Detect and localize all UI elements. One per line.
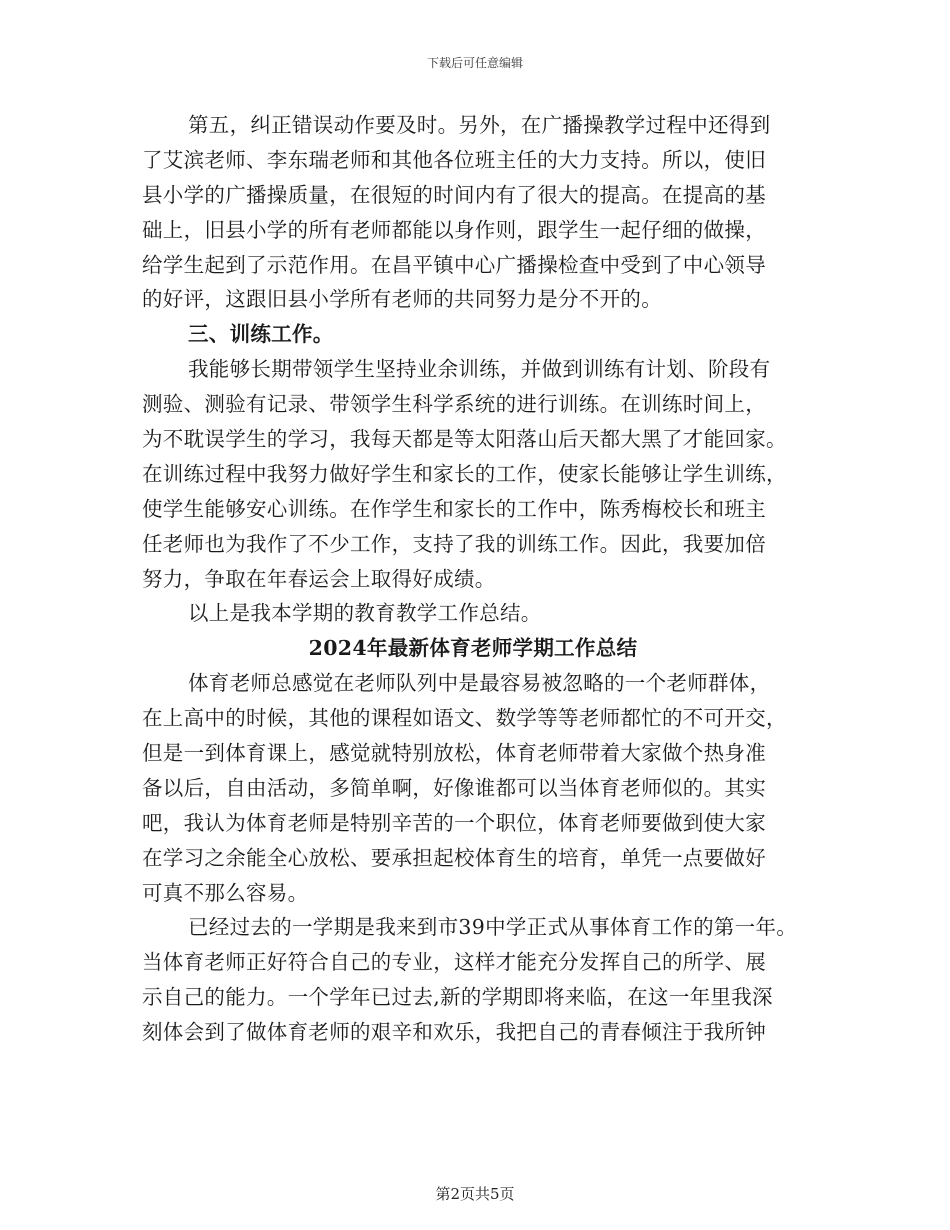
body-line: 在上高中的时候，其他的课程如语文、数学等等老师都忙的不可开交， (142, 706, 787, 731)
document-body (142, 108, 822, 1050)
body-line: 备以后，自由活动，多简单啊，好像谁都可以当体育老师似的。其实 (142, 775, 766, 800)
body-line: 刻体会到了做体育老师的艰辛和欢乐，我把自己的青春倾注于我所钟 (142, 1020, 766, 1045)
document-title: 2024年最新体育老师学期工作总结 (308, 636, 638, 661)
body-line: 给学生起到了示范作用。在昌平镇中心广播操检查中受到了中心领导 (142, 252, 766, 277)
body-line: 的好评，这跟旧县小学所有老师的共同努力是分不开的。 (142, 287, 662, 312)
body-line: 第五，纠正错误动作要及时。另外，在广播操教学过程中还得到 (188, 113, 771, 137)
body-line: 在学习之余能全心放松、要承担起校体育生的培育，单凭一点要做好 (142, 845, 766, 870)
page-number-footer: 第2页共5页 (435, 1185, 515, 1203)
section-heading: 三、训练工作。 (188, 322, 334, 347)
body-line: 使学生能够安心训练。在作学生和家长的工作中，陈秀梅校长和班主 (142, 496, 766, 521)
body-line: 体育老师总感觉在老师队列中是最容易被忽略的一个老师群体， (188, 671, 771, 696)
body-line: 测验、测验有记录、带领学生科学系统的进行训练。在训练时间上， (142, 392, 766, 417)
body-line: 已经过去的一学期是我来到市39中学正式从事体育工作的第一年。 (188, 915, 798, 940)
page-header: 下载后可任意编辑 (426, 56, 523, 70)
body-line: 可真不那么容易。 (142, 880, 309, 905)
body-line: 以上是我本学期的教育教学工作总结。 (188, 601, 542, 626)
body-line: 任老师也为我作了不少工作，支持了我的训练工作。因此，我要加倍 (142, 531, 766, 556)
body-line: 吧，我认为体育老师是特别辛苦的一个职位，体育老师要做到使大家 (142, 810, 766, 835)
body-line: 础上，旧县小学的所有老师都能以身作则，跟学生一起仔细的做操， (142, 217, 766, 242)
body-line: 为不耽误学生的学习，我每天都是等太阳落山后天都大黑了才能回家。 (142, 427, 787, 452)
body-line: 示自己的能力。一个学年已过去,新的学期即将来临，在这一年里我深 (142, 985, 773, 1010)
body-line: 我能够长期带领学生坚持业余训练，并做到训练有计划、阶段有 (188, 357, 771, 382)
body-line: 但是一到体育课上，感觉就特别放松，体育老师带着大家做个热身准 (142, 741, 766, 766)
body-line: 县小学的广播操质量，在很短的时间内有了很大的提高。在提高的基 (142, 182, 766, 207)
body-line: 在训练过程中我努力做好学生和家长的工作，使家长能够让学生训练， (142, 461, 787, 486)
body-line: 了艾滨老师、李东瑞老师和其他各位班主任的大力支持。所以，使旧 (142, 147, 766, 172)
body-line: 努力，争取在年春运会上取得好成绩。 (142, 566, 496, 591)
body-line: 当体育老师正好符合自己的专业，这样才能充分发挥自己的所学、展 (142, 950, 766, 975)
